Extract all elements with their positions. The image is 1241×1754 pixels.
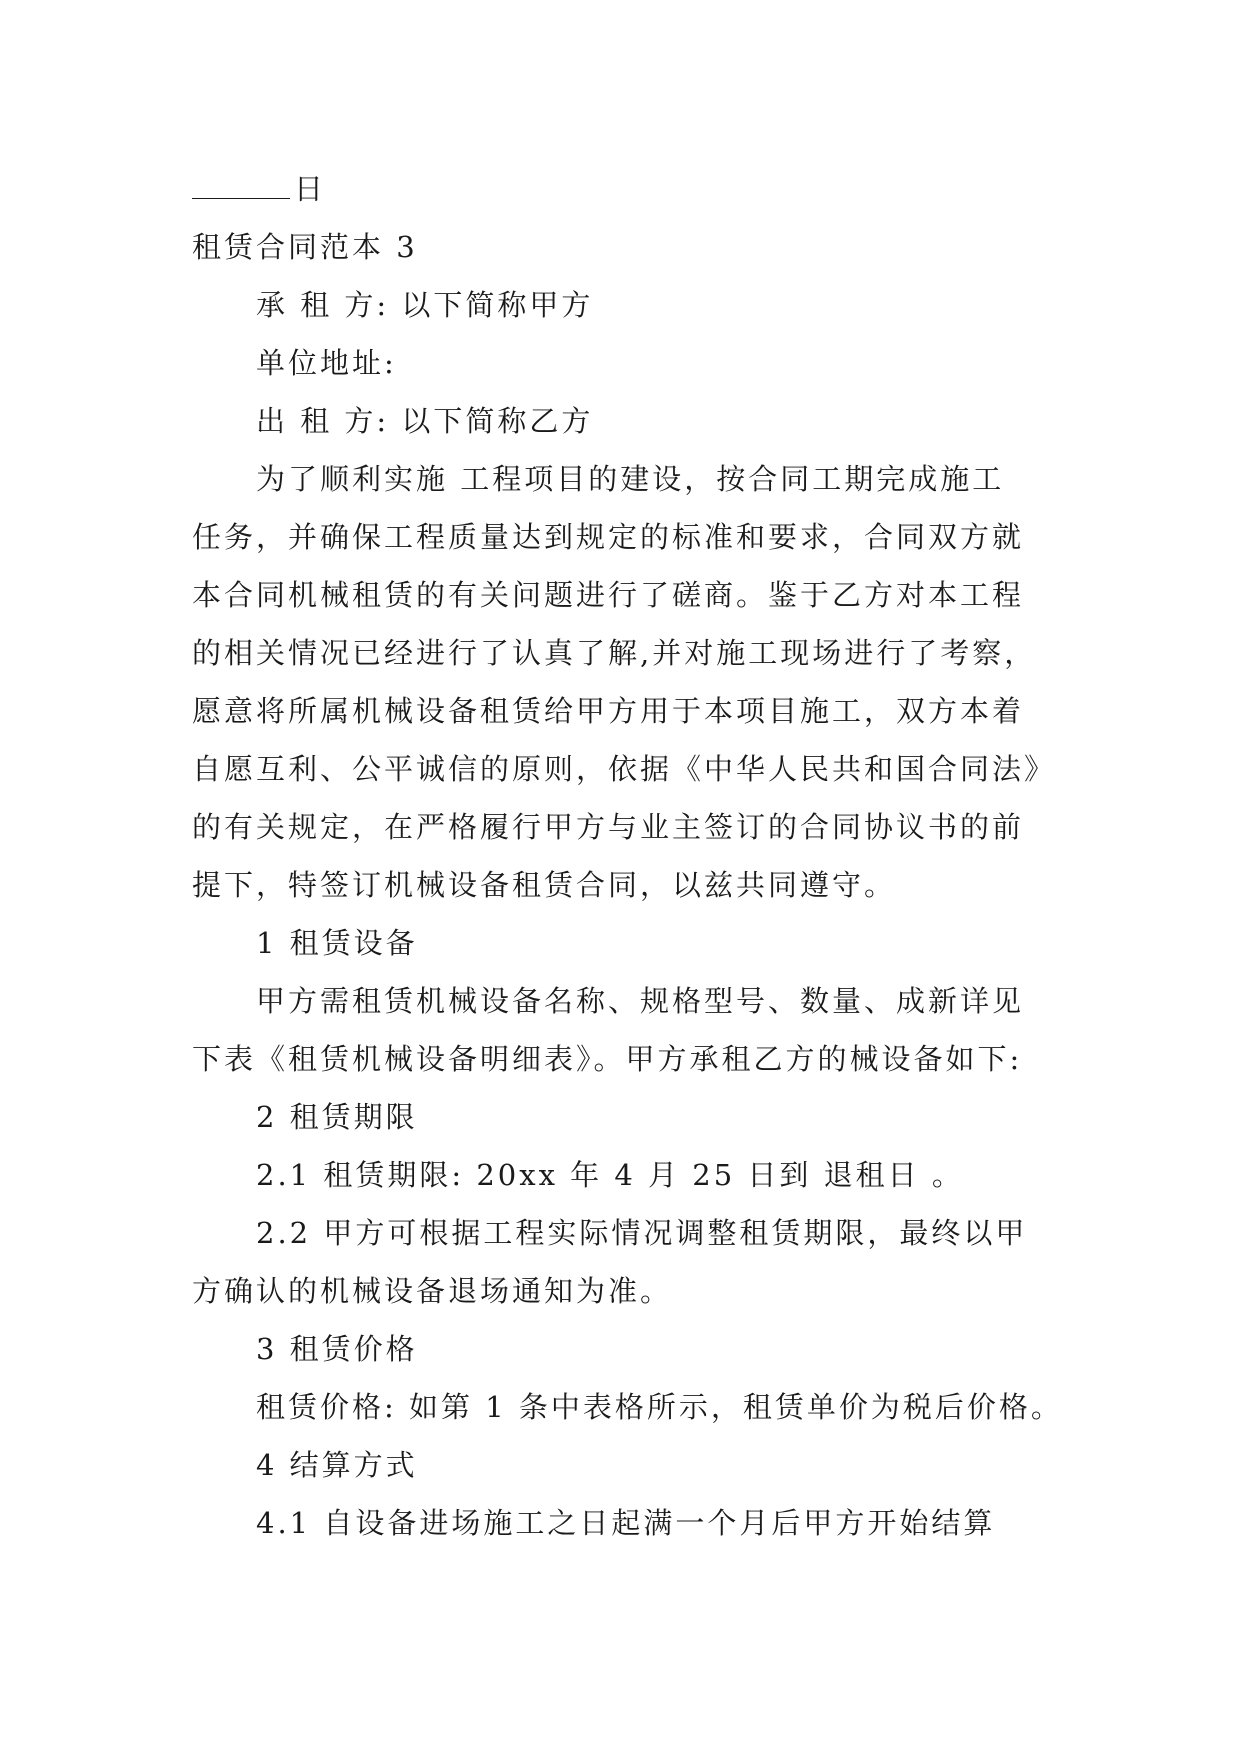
- preamble-line: 的有关规定，在严格履行甲方与业主签订的合同协议书的前: [192, 810, 1025, 844]
- preamble-line: 提下，特签订机械设备租赁合同，以兹共同遵守。: [192, 868, 897, 902]
- day-suffix: 日: [294, 172, 327, 206]
- section-1-paragraph: [192, 972, 1052, 1088]
- section-2-item-2-line: 方确认的机械设备退场通知为准。: [192, 1274, 673, 1308]
- section-1-heading: 1 租赁设备: [256, 926, 418, 960]
- document-page: [192, 160, 1063, 1552]
- section-3-text: 租赁价格: 如第 1 条中表格所示，租赁单价为税后价格。: [256, 1390, 1063, 1424]
- date-blank: [192, 176, 290, 199]
- section-2-item-1: 2.1 租赁期限: 20xx 年 4 月 25 日到 退租日 。: [256, 1158, 964, 1192]
- address-line: 单位地址:: [256, 346, 397, 380]
- preamble-line: 本合同机械租赁的有关问题进行了磋商。鉴于乙方对本工程: [192, 578, 1025, 612]
- preamble-line: 任务，并确保工程质量达到规定的标准和要求，合同双方就: [192, 520, 1025, 554]
- section-2-heading: 2 租赁期限: [256, 1100, 418, 1134]
- date-day-line: [192, 160, 1052, 218]
- lessor-line: 出 租 方: 以下简称乙方: [256, 404, 594, 438]
- section-3-heading: 3 租赁价格: [256, 1332, 418, 1366]
- section-2-item-2-line: 2.2 甲方可根据工程实际情况调整租赁期限，最终以甲: [256, 1216, 1028, 1250]
- preamble-line: 自愿互利、公平诚信的原则，依据《中华人民共和国合同法》: [192, 752, 1057, 786]
- section-1-line: 甲方需租赁机械设备名称、规格型号、数量、成新详见: [256, 984, 1025, 1018]
- preamble-paragraph: [192, 450, 1057, 914]
- preamble-line: 的相关情况已经进行了认真了解,并对施工现场进行了考察，: [192, 636, 1037, 670]
- lessee-line: 承 租 方: 以下简称甲方: [256, 288, 594, 322]
- section-2-item-2: [192, 1204, 1052, 1320]
- document-title: 租赁合同范本 3: [192, 230, 418, 264]
- preamble-line: 为了顺利实施 工程项目的建设，按合同工期完成施工: [256, 462, 1005, 496]
- section-4-heading: 4 结算方式: [256, 1448, 418, 1482]
- preamble-line: 愿意将所属机械设备租赁给甲方用于本项目施工，双方本着: [192, 694, 1025, 728]
- section-1-line: 下表《租赁机械设备明细表》。甲方承租乙方的械设备如下:: [192, 1042, 1023, 1076]
- section-4-item-1: 4.1 自设备进场施工之日起满一个月后甲方开始结算: [256, 1506, 996, 1540]
